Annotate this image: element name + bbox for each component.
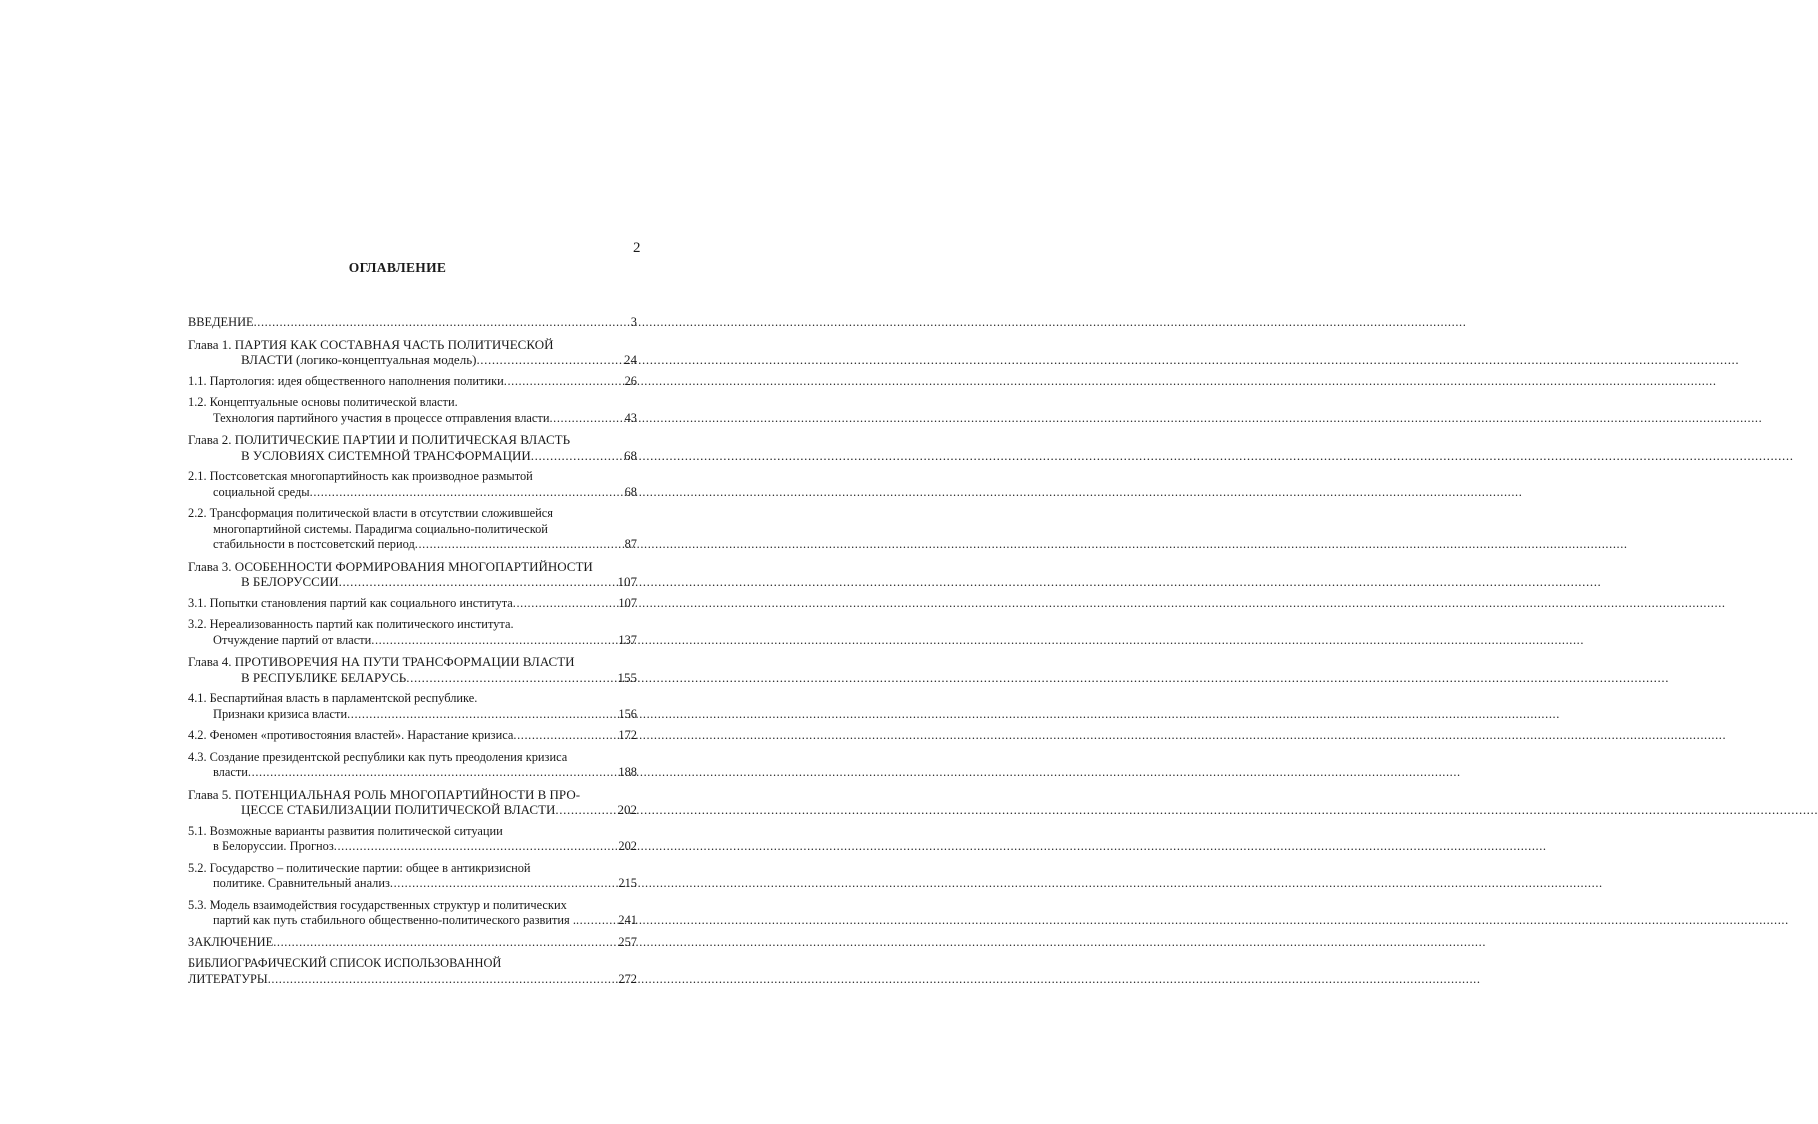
toc-page-number: 188 bbox=[618, 765, 637, 779]
toc-page-number: 24 bbox=[624, 352, 637, 367]
toc-line bbox=[188, 395, 637, 411]
toc-line-text: БИБЛИОГРАФИЧЕСКИЙ СПИСОК ИСПОЛЬЗОВАННОЙ bbox=[188, 956, 502, 970]
toc-page-number: 257 bbox=[618, 934, 637, 949]
toc-line bbox=[188, 935, 637, 951]
toc-line-text: ВЛАСТИ (логико-концептуальная модель) bbox=[241, 352, 477, 367]
toc-line bbox=[188, 654, 637, 670]
toc-entry bbox=[188, 787, 637, 818]
toc-line-text: власти bbox=[213, 765, 248, 779]
toc-page-number: 215 bbox=[618, 876, 637, 890]
toc-line-text: 5.1. Возможные варианты развития политической ситуации bbox=[188, 823, 503, 838]
toc-line bbox=[188, 315, 637, 331]
toc-line bbox=[188, 506, 637, 522]
dot-leader bbox=[390, 876, 617, 892]
toc-line bbox=[188, 824, 637, 840]
table-of-contents bbox=[188, 315, 637, 993]
toc-entry bbox=[188, 654, 637, 685]
toc-line bbox=[188, 469, 637, 485]
toc-entry bbox=[188, 691, 637, 722]
toc-line-text: в Белоруссии. Прогноз bbox=[213, 839, 334, 853]
toc-line-text: Глава 3. ОСОБЕННОСТИ ФОРМИРОВАНИЯ МНОГОПАРТИЙНОСТИ bbox=[188, 558, 593, 574]
toc-line-text: 4.1. Беспартийная власть в парламентской республике. bbox=[188, 691, 478, 705]
toc-line bbox=[188, 876, 637, 892]
toc-line-text: ЦЕССЕ СТАБИЛИЗАЦИИ ПОЛИТИЧЕСКОЙ ВЛАСТИ bbox=[241, 802, 556, 817]
toc-entry bbox=[188, 617, 637, 648]
toc-page-number: 68 bbox=[624, 447, 637, 463]
toc-line bbox=[188, 972, 637, 988]
toc-line-text: ЛИТЕРАТУРЫ bbox=[188, 971, 268, 986]
dot-leader bbox=[371, 633, 616, 649]
toc-line bbox=[188, 596, 637, 612]
toc-page-number: 107 bbox=[617, 574, 637, 589]
toc-line bbox=[188, 448, 637, 464]
toc-line-text: 1.2. Концептуальные основы политической власти. bbox=[188, 395, 458, 409]
toc-line-text: В УСЛОВИЯХ СИСТЕМНОЙ ТРАНСФОРМАЦИИ bbox=[241, 447, 531, 463]
toc-line bbox=[188, 670, 637, 686]
toc-line bbox=[188, 617, 637, 633]
toc-line bbox=[188, 374, 637, 390]
toc-entry bbox=[188, 824, 637, 855]
toc-entry bbox=[188, 469, 637, 500]
toc-page-number: 43 bbox=[624, 410, 637, 425]
toc-line-text: Признаки кризиса власти bbox=[213, 706, 348, 721]
toc-line bbox=[188, 787, 637, 803]
toc-entry bbox=[188, 432, 637, 463]
toc-line-text: 4.2. Феномен «противостояния властей». Нарастание кризиса bbox=[188, 728, 514, 742]
toc-line bbox=[188, 750, 637, 766]
toc-page-number: 87 bbox=[624, 537, 637, 551]
toc-line bbox=[188, 913, 637, 929]
dot-leader bbox=[406, 670, 615, 686]
toc-line-text: В РЕСПУБЛИКЕ БЕЛАРУСЬ bbox=[241, 669, 407, 685]
toc-line-text: 2.1. Постсоветская многопартийность как производное размытой bbox=[188, 469, 533, 483]
toc-entry bbox=[188, 861, 637, 892]
dot-leader bbox=[273, 935, 616, 951]
toc-entry bbox=[188, 374, 637, 390]
toc-line-text: многопартийной системы. Парадигма социально-политической bbox=[213, 521, 548, 536]
toc-line-text: Глава 4. ПРОТИВОРЕЧИЯ НА ПУТИ ТРАНСФОРМАЦИИ ВЛАСТИ bbox=[188, 654, 575, 669]
toc-line-text: политике. Сравнительный анализ bbox=[213, 876, 390, 890]
dot-leader bbox=[310, 485, 623, 501]
toc-line bbox=[188, 432, 637, 448]
toc-line bbox=[188, 352, 637, 368]
toc-entry bbox=[188, 506, 637, 553]
dot-leader bbox=[248, 765, 616, 781]
toc-line-text: Глава 2. ПОЛИТИЧЕСКИЕ ПАРТИИ И ПОЛИТИЧЕСКАЯ ВЛАСТЬ bbox=[188, 432, 571, 447]
dot-leader bbox=[513, 728, 616, 744]
toc-line bbox=[188, 537, 637, 553]
toc-page-number: 3 bbox=[630, 315, 637, 329]
toc-line bbox=[188, 485, 637, 501]
toc-entry bbox=[188, 559, 637, 590]
toc-page-number: 172 bbox=[618, 728, 637, 742]
dot-leader bbox=[347, 707, 616, 723]
toc-page-number: 156 bbox=[618, 706, 637, 721]
toc-entry bbox=[188, 728, 637, 744]
toc-entry bbox=[188, 935, 637, 951]
dot-leader bbox=[504, 374, 623, 390]
toc-line-text: Отчуждение партий от власти bbox=[213, 632, 372, 647]
toc-page-number: 26 bbox=[624, 373, 637, 388]
toc-line-text: партий как путь стабильного общественно-политического развития . bbox=[213, 913, 576, 927]
toc-line-text: ВВЕДЕНИЕ bbox=[188, 315, 254, 329]
toc-line-text: 4.3. Создание президентской республики как путь преодоления кризиса bbox=[188, 749, 568, 764]
toc-line-text: социальной среды bbox=[213, 484, 310, 499]
toc-line bbox=[188, 411, 637, 427]
toc-line bbox=[188, 633, 637, 649]
toc-entry bbox=[188, 395, 637, 426]
dot-leader bbox=[549, 411, 622, 427]
toc-line-text: Глава 1. ПАРТИЯ КАК СОСТАВНАЯ ЧАСТЬ ПОЛИТИЧЕСКОЙ bbox=[188, 336, 554, 352]
toc-line bbox=[188, 691, 637, 707]
page-title: ОГЛАВЛЕНИЕ bbox=[348, 260, 447, 275]
dot-leader bbox=[476, 352, 622, 368]
toc-line-text: Глава 5. ПОТЕНЦИАЛЬНАЯ РОЛЬ МНОГОПАРТИЙНОСТИ В ПРО- bbox=[188, 786, 581, 802]
toc-line-text: 5.2. Государство – политические партии: общее в антикризисной bbox=[188, 860, 531, 875]
toc-page-number: 68 bbox=[624, 484, 637, 499]
toc-line bbox=[188, 898, 637, 914]
toc-page-number: 241 bbox=[618, 913, 637, 927]
toc-entry bbox=[188, 337, 637, 368]
dot-leader bbox=[555, 802, 615, 818]
toc-line bbox=[188, 337, 637, 353]
toc-line-text: 5.3. Модель взаимодействия государственных структур и политических bbox=[188, 897, 567, 912]
toc-line bbox=[188, 839, 637, 855]
toc-line-text: В БЕЛОРУССИИ bbox=[241, 574, 339, 589]
dot-leader bbox=[576, 913, 616, 929]
toc-line bbox=[188, 802, 637, 818]
toc-page-number: 202 bbox=[617, 802, 637, 817]
toc-line-text: 1.1. Партология: идея общественного наполнения политики bbox=[188, 373, 504, 388]
dot-leader bbox=[268, 972, 617, 988]
toc-line bbox=[188, 728, 637, 744]
toc-line-text: Технология партийного участия в процессе отправления власти bbox=[213, 410, 550, 425]
toc-line bbox=[188, 574, 637, 590]
toc-page-number: 137 bbox=[618, 632, 637, 647]
toc-line bbox=[188, 707, 637, 723]
toc-line bbox=[188, 956, 637, 972]
dot-leader bbox=[531, 448, 622, 464]
toc-entry bbox=[188, 898, 637, 929]
toc-entry bbox=[188, 956, 637, 987]
toc-line-text: ЗАКЛЮЧЕНИЕ bbox=[188, 934, 274, 949]
toc-entry bbox=[188, 596, 637, 612]
toc-line-text: 3.2. Нереализованность партий как политического института. bbox=[188, 617, 514, 631]
toc-line bbox=[188, 861, 637, 877]
dot-leader bbox=[415, 537, 623, 553]
toc-line bbox=[188, 522, 637, 538]
page-number: 2 bbox=[633, 240, 641, 256]
toc-line bbox=[188, 765, 637, 781]
toc-line-text: 2.2. Трансформация политической власти в отсутствии сложившейся bbox=[188, 506, 553, 520]
toc-page-number: 202 bbox=[618, 839, 637, 853]
dot-leader bbox=[334, 839, 617, 855]
toc-line-text: 3.1. Попытки становления партий как социального института bbox=[188, 595, 513, 610]
toc-page-number: 272 bbox=[618, 971, 637, 986]
toc-line bbox=[188, 559, 637, 575]
dot-leader bbox=[339, 574, 616, 590]
dot-leader bbox=[254, 315, 629, 331]
toc-entry bbox=[188, 750, 637, 781]
toc-entry bbox=[188, 315, 637, 331]
toc-page-number: 107 bbox=[618, 595, 637, 610]
toc-line-text: стабильности в постсоветский период bbox=[213, 537, 415, 551]
toc-page-number: 155 bbox=[617, 669, 637, 685]
dot-leader bbox=[513, 596, 617, 612]
